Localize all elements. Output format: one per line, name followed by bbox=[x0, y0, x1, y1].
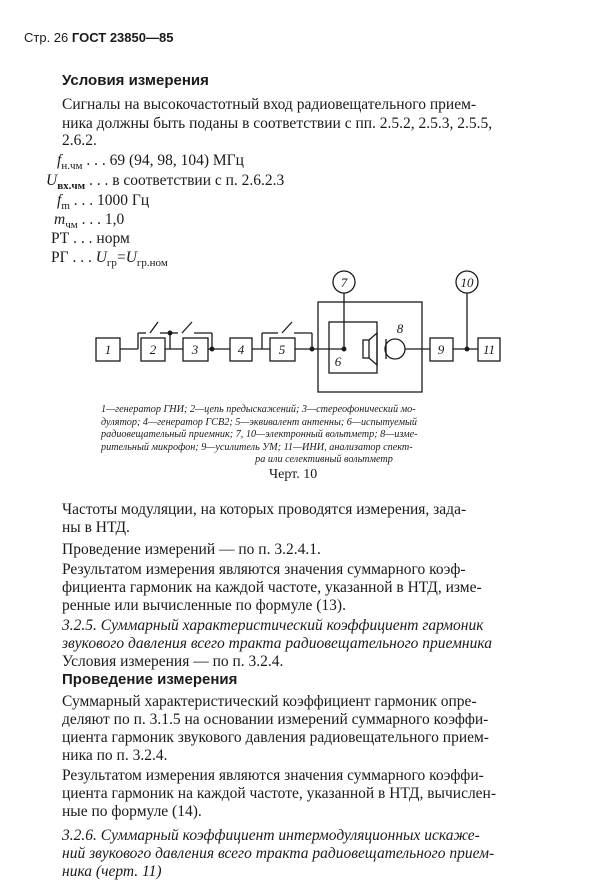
paragraph-line: фициента гармоник на каждой частоте, указанной в НТД, изме- bbox=[62, 579, 482, 596]
block-label: 5 bbox=[278, 342, 286, 357]
block-label: 9 bbox=[437, 342, 445, 357]
param-row: $f_{н.чм}$ . . . 69 (94, 98, 104) МГц bbox=[57, 152, 244, 173]
paragraph-line: ные по формуле (14). bbox=[62, 803, 202, 820]
paragraph-line: Результатом измерения являются значения суммарного коэф- bbox=[62, 561, 466, 578]
caption-line: радиовещательный приемник; 7, 10—электронный вольтметр; 8—изме- bbox=[101, 429, 418, 440]
meter-label: 7 bbox=[340, 275, 348, 290]
receiver-label: 6 bbox=[334, 354, 342, 369]
block-diagram bbox=[0, 260, 610, 405]
paragraph-line: Результатом измерения являются значения суммарного коэффи- bbox=[62, 767, 484, 784]
paragraph-line: циента гармоник на каждой частоте, указанной в НТД, вычислен- bbox=[62, 785, 497, 802]
paragraph-line: ны в НТД. bbox=[62, 519, 130, 536]
figure-number: Черт. 10 bbox=[269, 467, 318, 482]
caption-line: ра или селективный вольтметр bbox=[255, 454, 393, 465]
block-label: 11 bbox=[482, 342, 496, 357]
figure-caption bbox=[101, 404, 507, 467]
section-heading-procedure: Проведение измерения bbox=[62, 671, 238, 688]
paragraph-line: Условия измерения — по п. 3.2.4. bbox=[62, 653, 284, 670]
paragraph-line: Проведение измерений — по п. 3.2.4.1. bbox=[62, 541, 321, 558]
page-header bbox=[24, 30, 173, 45]
param-row: $m_{чм}$ . . . 1,0 bbox=[54, 211, 125, 232]
page-number: Стр. 26 bbox=[24, 30, 69, 45]
standard-code: ГОСТ 23850—85 bbox=[71, 30, 174, 45]
paragraph-line: ника по п. 3.2.4. bbox=[62, 747, 168, 764]
caption-line: дулятор; 4—генератор ГСВ2; 5—эквивалент антенны; 6—испытуемый bbox=[101, 416, 417, 428]
block-label: 3 bbox=[191, 342, 199, 357]
block-label: 2 bbox=[149, 342, 157, 357]
caption-line: рительный микрофон; 9—усилитель УМ; 11—ИНИ, анализатор спект- bbox=[101, 441, 413, 453]
paragraph-line: 2.6.2. bbox=[62, 132, 97, 149]
param-row: РТ . . . норм bbox=[51, 230, 130, 247]
paragraph-line: циента гармоник звукового давления радиовещательного прием- bbox=[62, 729, 489, 746]
block-label: 1 bbox=[104, 342, 112, 357]
paragraph-line: Сигналы на высокочастотный вход радиовещательного прием- bbox=[62, 96, 477, 113]
block-label: 4 bbox=[237, 342, 245, 357]
param-row: РГ . . . $U_{гр}=U_{гр.ном}$ bbox=[51, 249, 168, 270]
param-row: $f_m$ . . . 1000 Гц bbox=[57, 192, 150, 213]
meter-label: 10 bbox=[460, 275, 474, 290]
paragraph-line: Частоты модуляции, на которых проводятся измерения, зада- bbox=[62, 501, 467, 518]
paragraph-line: Суммарный характеристический коэффициент гармоник опре- bbox=[62, 693, 477, 710]
section-heading-3-2-5: 3.2.5. Суммарный характеристический коэффициент гармоник bbox=[62, 617, 484, 634]
microphone-label: 8 bbox=[396, 321, 404, 336]
param-row: $U_{вх.чм}$ . . . в соответствии с п. 2.6.2.3 bbox=[46, 172, 285, 193]
paragraph-line: ний звукового давления всего тракта радиовещательного прием- bbox=[62, 845, 495, 862]
section-heading-3-2-6: 3.2.6. Суммарный коэффициент интермодуляционных искаже- bbox=[62, 827, 480, 844]
paragraph-line: звукового давления всего тракта радиовещательного приемника bbox=[62, 635, 492, 652]
paragraph-line: ника должны быть поданы в соответствии с пп. 2.5.2, 2.5.3, 2.5.5, bbox=[62, 115, 493, 132]
paragraph-line: ренные или вычисленные по формуле (13). bbox=[62, 597, 346, 614]
paragraph-line: ника (черт. 11) bbox=[62, 863, 162, 880]
section-heading-conditions: Условия измерения bbox=[62, 72, 209, 89]
caption-line: 1—генератор ГНИ; 2—цепь предыскажений; 3—стереофонический мо- bbox=[101, 404, 416, 415]
paragraph-line: деляют по п. 3.1.5 на основании измерений суммарного коэффи- bbox=[62, 711, 489, 728]
